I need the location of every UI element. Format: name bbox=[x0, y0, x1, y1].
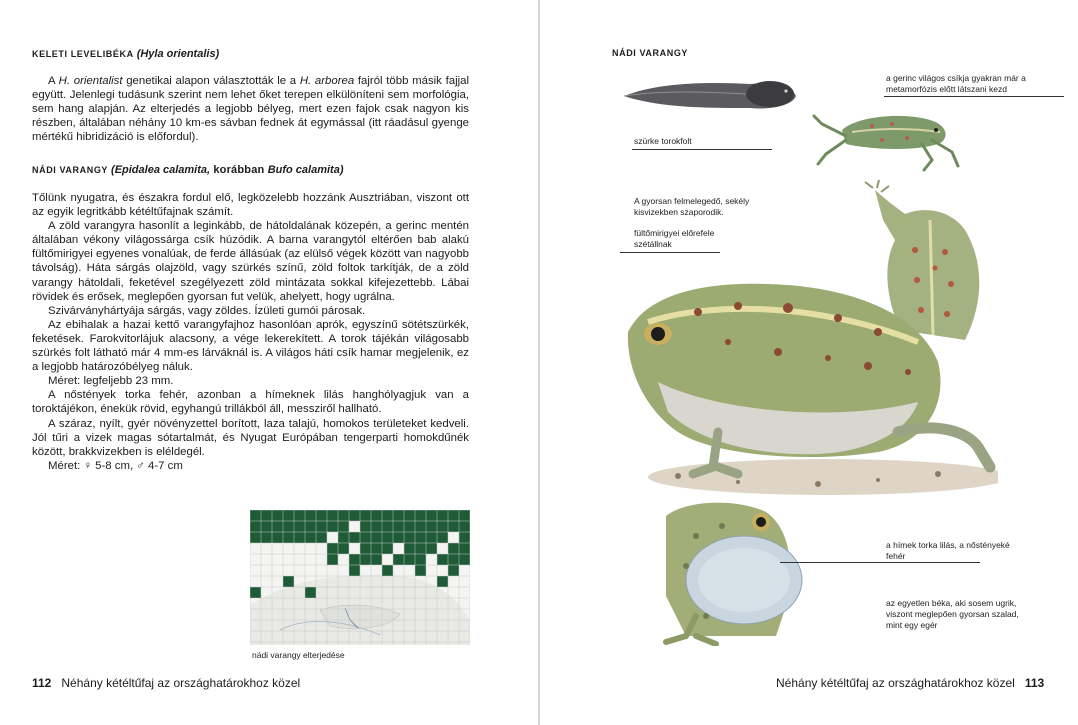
distribution-map bbox=[250, 510, 470, 645]
body-paragraph: Tőlünk nyugatra, és északra fordul elő, legközelebb hozzánk Ausztriában, viszont ott az egyik legritkább kétéltűfajnak számít. bbox=[32, 192, 469, 219]
paragraph-hyla: A H. orientalist genetikai alapon választották le a H. arborea fajról több másik fajjal együtt. Jelenlegi tudásunk szerint nem lehet őket terepen elkülöníteni sem morfológia, sem hang alapján. Az elterjedés a legjobb bélyeg, mert ezen fajok csak nagyon kis részben, általában néhány 10 km-es sávban fednek át egymással (itt ráadásul gyenge mértékű hibridizáció is előfordul). bbox=[32, 75, 469, 144]
section-heading-hyla: KELETI LEVELIBÉKA (Hyla orientalis) bbox=[32, 48, 220, 60]
callout-line bbox=[632, 149, 772, 150]
map-caption: nádi varangy elterjedése bbox=[252, 650, 345, 660]
body-paragraph: A zöld varangyra hasonlít a leginkább, de hátoldalának közepén, a gerinc mentén általában vékony világossárga csík húzódik. A barna varangytól eltérően bab alakú fültőmirigyei egyenes vonalúak, de ferde állásúak (az elülső végek között van nagyobb távolság). Háta sárgás olajzöld, vagy szürkés színű, zöld foltok tarkítják, de a zöld varangy hátoldali, feketével szegélyezett zöld mintázata sokkal kifejezettebb. Lábai rövidek és erősek, meglepően gyorsan fut velük, ahelyett, hogy ugrálna. bbox=[32, 220, 469, 303]
tadpole-illustration bbox=[620, 72, 800, 117]
body-paragraph: A száraz, nyílt, gyér növényzettel borított, laza talajú, homokos területeket kedveli. Jól tűri a vizek magas sótartalmát, és Nyugat Európában tengerparti homokdűnék között, brakkvizekben is eléldegél. bbox=[32, 417, 469, 458]
body-paragraph: Méret: ♀ 5-8 cm, ♂ 4-7 cm bbox=[48, 459, 183, 472]
callout-parotoid: fültőmirigyei előrefele szétállnak bbox=[634, 228, 715, 249]
right-heading: NÁDI VARANGY bbox=[612, 48, 689, 58]
callout-runner: az egyetlen béka, aki sosem ugrik, viszont meglepően gyorsan szalad, mint egy egér bbox=[886, 598, 1019, 630]
callout-line bbox=[884, 96, 1064, 97]
calling-toad-illustration bbox=[626, 496, 826, 646]
callout-breeding: A gyorsan felmelegedő, sekély kisvizekben szaporodik. bbox=[634, 196, 750, 217]
folio-right bbox=[776, 676, 1044, 690]
body-paragraph: Szivárványhártyája sárgás, vagy zöldes. Ízületi gumói párosak. bbox=[48, 304, 366, 317]
froglet-illustration bbox=[812, 94, 962, 174]
right-page bbox=[540, 0, 1078, 725]
toad-main-illustration bbox=[618, 262, 998, 502]
callout-throat: a hímek torka lilás, a nőstényeké fehér bbox=[886, 540, 1010, 561]
running-footer-left: Néhány kétéltűfaj az országhatárokhoz közel bbox=[61, 676, 301, 690]
callout-metamorph: a gerinc világos csíkja gyakran már a metamorfózis előtt látszani kezd bbox=[886, 73, 1026, 94]
body-paragraph: Az ebihalak a hazai kettő varangyfajhoz hasonlóan aprók, egyszínű sötétszürkék, feketések. Farokvitorlájuk alacsony, a vége lekerekített. A torok tájékán világosabb szürkés folt látható már 4 mm-es lárváknál is. A világos háti csík hamar megjelenik, ez a legjobb határozóbélyeg náluk. bbox=[32, 318, 469, 374]
folio-left bbox=[32, 676, 300, 690]
left-page bbox=[0, 0, 538, 725]
callout-tadpole: szürke torokfolt bbox=[634, 136, 692, 146]
page-number-left: 112 bbox=[32, 676, 52, 690]
page-number-right: 113 bbox=[1024, 676, 1045, 690]
callout-line bbox=[620, 252, 720, 253]
body-text-epidalea bbox=[32, 191, 469, 473]
body-paragraph: A nőstények torka fehér, azonban a hímeknek lilás hanghólyagjuk van a toroktájékon, énekük rövid, egyhangú trillákból áll, messziről hallható. bbox=[32, 389, 469, 416]
body-paragraph: Méret: legfeljebb 23 mm. bbox=[48, 375, 174, 388]
section-heading-epidalea: NÁDI VARANGY (Epidalea calamita, korábban Bufo calamita) bbox=[32, 164, 344, 176]
distribution-map-graphic bbox=[250, 510, 470, 645]
running-footer-right: Néhány kétéltűfaj az országhatárokhoz közel bbox=[776, 676, 1015, 690]
callout-line bbox=[780, 562, 980, 563]
